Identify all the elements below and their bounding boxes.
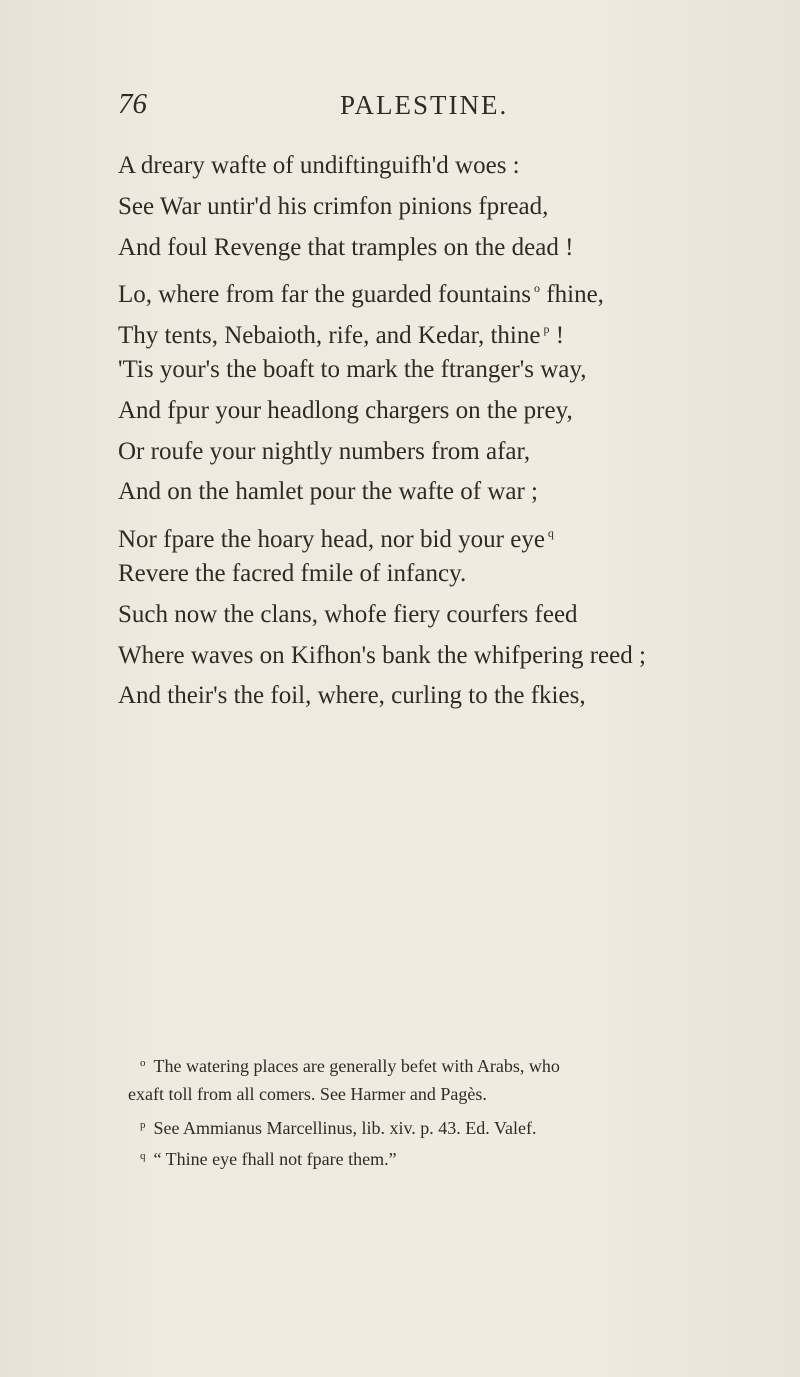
poem-verse [118, 146, 718, 717]
verse-line: A dreary wafte of undiftinguifh'd woes : [118, 152, 520, 179]
footnote-mark: q [140, 1150, 146, 1162]
verse-line: See War untir'd his crimfon pinions fpread, [118, 192, 549, 220]
footnote-ref: q [547, 526, 554, 541]
running-head: PALESTINE. [340, 90, 509, 120]
verse-line: Lo, where from far the guarded fountains $^o$ fhine, [118, 281, 604, 309]
footnote: exaft toll from all comers. See Harmer and Pagès. [128, 1084, 487, 1104]
verse-line: Thy tents, Nebaioth, rife, and Kedar, thine $^p$ ! [118, 322, 565, 350]
verse-line: Revere the facred fmile of infancy. [118, 559, 467, 587]
verse-line: Where waves on Kifhon's bank the whifpering reed ; [118, 641, 646, 669]
verse-line: And their's the foil, where, curling to the fkies, [118, 682, 586, 710]
verse-line: Such now the clans, whofe fiery courfers feed [118, 600, 578, 628]
footnote-mark: p [140, 1119, 146, 1131]
verse-line: Nor fpare the hoary head, nor bid your eye $^q$ [118, 526, 554, 554]
page-number: 76 [118, 88, 147, 120]
verse-line: And on the hamlet pour the wafte of war ; [118, 478, 539, 506]
footnotes [128, 1048, 688, 1172]
verse-line: Or roufe your nightly numbers from afar, [118, 437, 531, 465]
footnote: $^o$ The watering places are generally befet with Arabs, who [140, 1056, 560, 1076]
verse-line: And foul Revenge that tramples on the dead ! [118, 233, 574, 261]
verse-line: And fpur your headlong chargers on the prey, [118, 396, 573, 424]
footnote-ref: o [534, 281, 541, 296]
page-header [118, 88, 678, 128]
footnote-ref: p [543, 322, 550, 337]
verse-line: 'Tis your's the boaft to mark the ftranger's way, [118, 355, 587, 383]
footnote-mark: o [140, 1057, 146, 1069]
footnote: $^p$ See Ammianus Marcellinus, lib. xiv. p. 43. Ed. Valef. [140, 1118, 537, 1138]
footnote: $^q$ “ Thine eye fhall not fpare them.” [140, 1149, 397, 1169]
